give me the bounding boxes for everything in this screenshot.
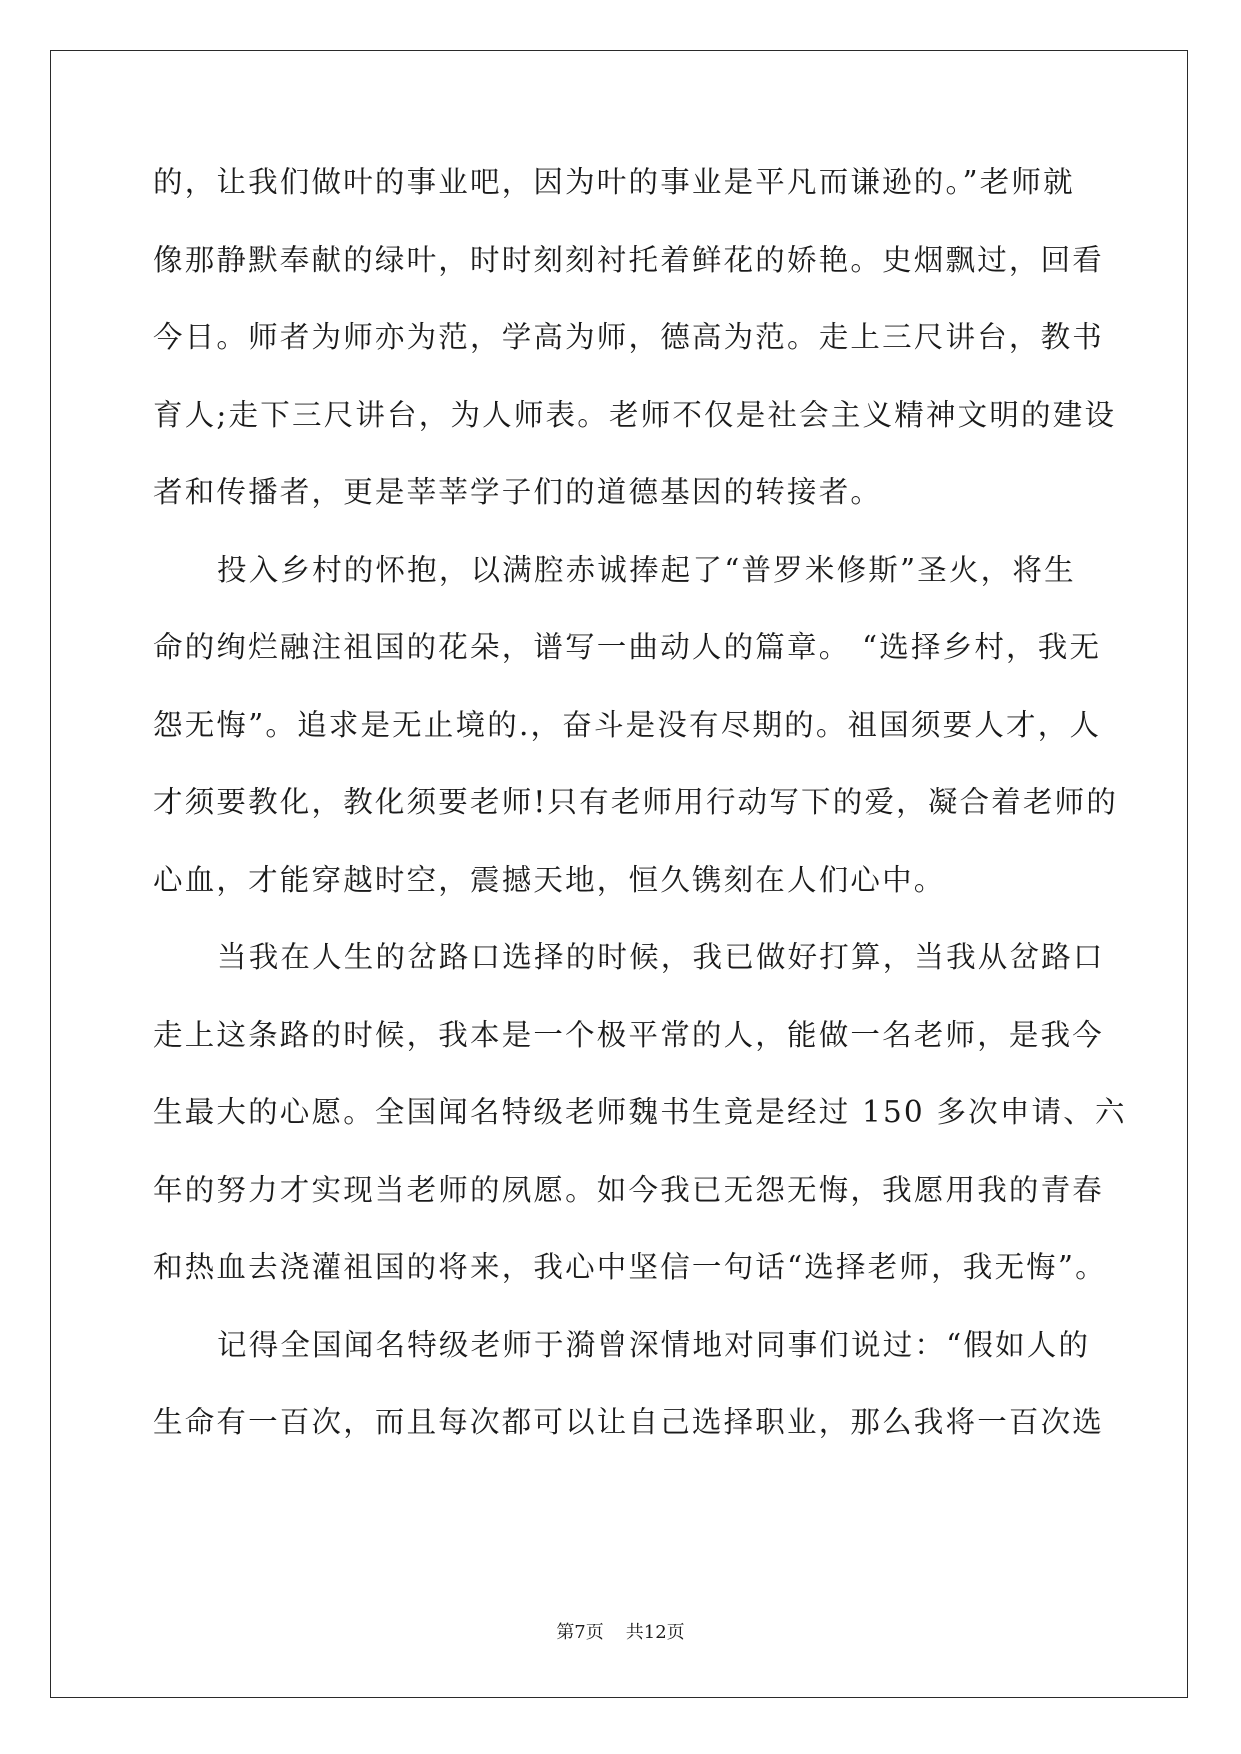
- text-line: 今日。师者为师亦为范，学高为师，德高为范。走上三尺讲台，教书: [153, 320, 1105, 354]
- text-line: 当我在人生的岔路口选择的时候，我已做好打算，当我从岔路口: [217, 940, 1105, 974]
- text-line: 育人;走下三尺讲台，为人师表。老师不仅是社会主义精神文明的建设: [153, 397, 1117, 432]
- text-line: 怨无悔”。追求是无止境的.，奋斗是没有尽期的。祖国须要人才，人: [153, 707, 1102, 742]
- text-line: 的，让我们做叶的事业吧，因为叶的事业是平凡而谦逊的。”老师就: [153, 165, 1075, 199]
- text-line: 像那静默奉献的绿叶，时时刻刻衬托着鲜花的娇艳。史烟飘过，回看: [153, 242, 1105, 277]
- text-line: 才须要教化，教化须要老师!只有老师用行动写下的爱，凝合着老师的: [153, 785, 1119, 819]
- text-line: 投入乡村的怀抱，以满腔赤诚捧起了“普罗米修斯”圣火，将生: [217, 552, 1076, 587]
- text-line: 年的努力才实现当老师的夙愿。如今我已无怨无悔，我愿用我的青春: [153, 1172, 1105, 1207]
- text-line: 心血，才能穿越时空，震撼天地，恒久镌刻在人们心中。: [153, 862, 946, 897]
- page-footer: [0, 1618, 1241, 1644]
- page-total: 共12页: [625, 1622, 685, 1643]
- document-body: [153, 160, 1127, 1478]
- text-line: 者和传播者，更是莘莘学子们的道德基因的转接者。: [153, 475, 883, 509]
- text-line: 命的绚烂融注祖国的花朵，谱写一曲动人的篇章。 “选择乡村，我无: [153, 630, 1102, 664]
- text-line: 走上这条路的时候，我本是一个极平常的人，能做一名老师，是我今: [153, 1017, 1105, 1052]
- page-number: 第7页: [556, 1622, 604, 1643]
- text-line: 记得全国闻名特级老师于漪曾深情地对同事们说过：“假如人的: [217, 1327, 1091, 1362]
- text-line: 生命有一百次，而且每次都可以让自己选择职业，那么我将一百次选: [153, 1405, 1105, 1439]
- text-line: 生最大的心愿。全国闻名特级老师魏书生竟是经过 150 多次申请、六: [153, 1095, 1127, 1129]
- text-line: 和热血去浇灌祖国的将来，我心中坚信一句话“选择老师，我无悔”。: [153, 1250, 1107, 1284]
